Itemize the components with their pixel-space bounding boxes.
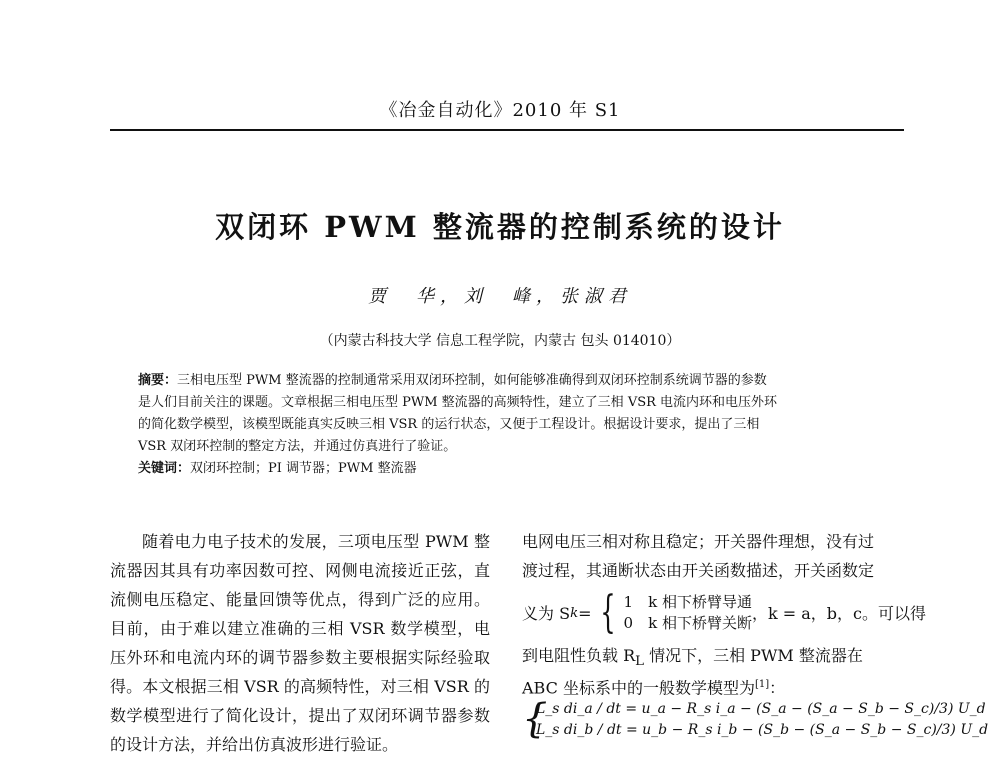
body-line: ABC 坐标系中的一般数学模型为[1]： — [522, 678, 786, 698]
body-line: 电网电压三相对称且稳定；开关器件理想，没有过 — [522, 532, 875, 551]
abstract-label: 摘要： — [138, 373, 178, 388]
paper-title: 双闭环 PWM 整流器的控制系统的设计 — [215, 210, 785, 244]
left-brace: { — [599, 587, 616, 638]
keywords-label: 关键词： — [138, 461, 191, 476]
switch-function-definition: 义为 S k = { 1 k 相下桥臂导通 0 k 相下桥臂关断 ，k = a，b，c。可以得 — [522, 587, 926, 638]
affiliation: （内蒙古科技大学 信息工程学院，内蒙古 包头 014010） — [319, 333, 681, 349]
piecewise-cases: 1 k 相下桥臂导通 0 k 相下桥臂关断 — [623, 593, 752, 632]
abstract — [138, 370, 872, 480]
left-column — [110, 527, 490, 759]
system-brace: { — [522, 696, 548, 742]
header-rule — [110, 129, 904, 131]
equation-system — [522, 696, 989, 742]
keywords — [138, 458, 872, 480]
equation-line: L_s di_b / dt = u_b − R_s i_b − (S_b − (S_a − S_b − S_c)/3) U_d — [536, 722, 989, 738]
authors: 贾 华，刘 峰，张淑君 — [368, 286, 632, 307]
journal-header: 《冶金自动化》2010 年 S1 — [379, 100, 621, 121]
abstract-line-1: 摘要：三相电压型 PWM 整流器的控制通常采用双闭环控制，如何能够准确得到双闭环控制系统调节器的参数 — [138, 373, 767, 388]
intro-paragraph: 随着电力电子技术的发展，三项电压型 PWM 整流器因其具有功率因数可控、网侧电流接近正弦，直流侧电压稳定、能量回馈等优点，得到广泛的应用。目前，由于难以建立准确的三相 VSR 数学模型，电压外环和电流内环的调节器参数主要根据实际经验取得。本文根据三相 VSR 的高频特性，对三相 VSR 的数学模型进行了简化设计，提出了双闭环调节器参数的设计方法，并给出仿真波形进行验证。 — [110, 532, 490, 754]
equation-line: L_s di_a / dt = u_a − R_s i_a − (S_a − (S_a − S_b − S_c)/3) U_d — [536, 701, 986, 717]
citation: [1] — [754, 679, 770, 690]
right-column — [522, 527, 989, 742]
abstract-line-2: 是人们目前关注的课题。文章根据三相电压型 PWM 整流器的高频特性，建立了三相 VSR 电流内环和电压外环 — [138, 395, 778, 410]
keywords-text: 双闭环控制；PI 调节器；PWM 整流器 — [190, 461, 417, 476]
abstract-line-4: VSR 双闭环控制的整定方法，并通过仿真进行了验证。 — [138, 439, 457, 454]
body-line: 到电阻性负载 $R_L$ 情况下，三相 PWM 整流器在 — [522, 646, 863, 670]
body-line: 渡过程，其通断状态由开关函数描述，开关函数定 — [522, 561, 875, 580]
abstract-line-3: 的简化数学模型，该模型既能真实反映三相 VSR 的运行状态，又便于工程设计。根据设计要求，提出了三相 — [138, 417, 760, 432]
